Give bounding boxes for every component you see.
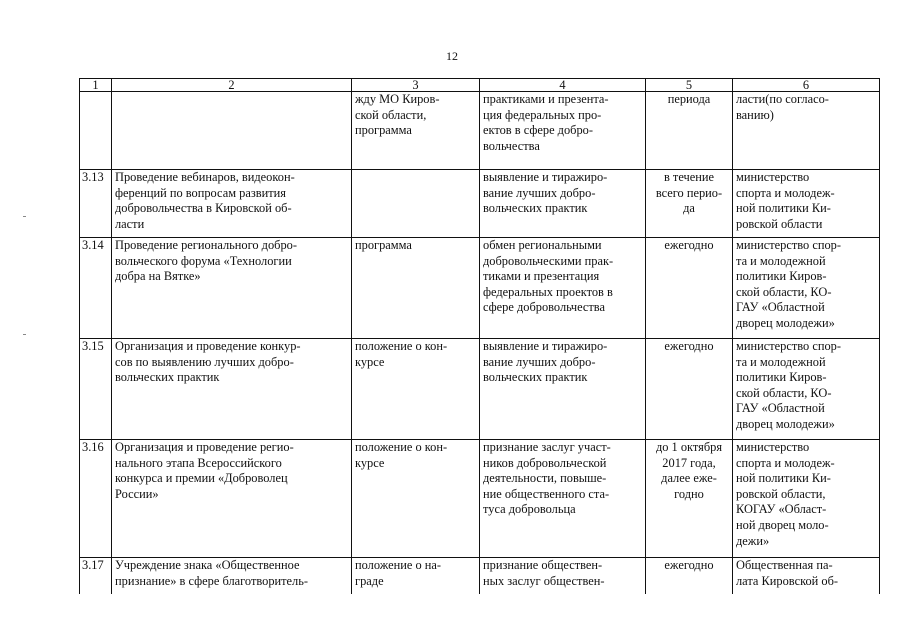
column-header: 1 [80, 79, 112, 92]
page-number: 12 [446, 49, 458, 63]
scan-mark [23, 334, 26, 335]
column-header: 6 [733, 79, 880, 92]
responsible-cell: министерство спор- та и молодежной политики Киров- ской области, КО- ГАУ «Областной дворец молодежи» [733, 238, 880, 339]
event-cell: Организация и проведение регио- нального этапа Всероссийского конкурса и премии «Доброволец России» [112, 440, 352, 558]
result-cell: выявление и тиражиро- вание лучших добро- вольческих практик [480, 170, 646, 238]
responsible-cell: ласти(по согласо- ванию) [733, 92, 880, 170]
result-cell: практиками и презента- ция федеральных про- ектов в сфере добро- вольчества [480, 92, 646, 170]
scan-mark [23, 216, 26, 217]
period-cell: ежегодно [646, 238, 733, 339]
responsible-cell: министерство спорта и молодеж- ной политики Ки- ровской области [733, 170, 880, 238]
table-row [80, 238, 880, 339]
result-cell: обмен региональными добровольческими прак- тиками и презентация федеральных проектов в сфере добровольчества [480, 238, 646, 339]
row-number-cell: 3.15 [80, 339, 112, 440]
event-cell [112, 92, 352, 170]
table-row [80, 440, 880, 558]
period-cell: в течение всего перио- да [646, 170, 733, 238]
plan-table [79, 78, 880, 594]
row-number-cell: 3.16 [80, 440, 112, 558]
event-cell: Организация и проведение конкур- сов по выявлению лучших добро- вольческих практик [112, 339, 352, 440]
row-number-cell [80, 92, 112, 170]
table-row [80, 558, 880, 594]
responsible-cell: министерство спорта и молодеж- ной политики Ки- ровской области, КОГАУ «Област- ной дворец моло- дежи» [733, 440, 880, 558]
document-cell: жду МО Киров- ской области, программа [352, 92, 480, 170]
document-cell: программа [352, 238, 480, 339]
result-cell: выявление и тиражиро- вание лучших добро- вольческих практик [480, 339, 646, 440]
period-cell: периода [646, 92, 733, 170]
table-row [80, 92, 880, 170]
column-header: 3 [352, 79, 480, 92]
result-cell: признание обществен- ных заслуг обществен- [480, 558, 646, 594]
event-cell: Учреждение знака «Общественное признание» в сфере благотворитель- [112, 558, 352, 594]
column-header: 2 [112, 79, 352, 92]
table-header-row [80, 79, 880, 92]
event-cell: Проведение регионального добро- вольческого форума «Технологии добра на Вятке» [112, 238, 352, 339]
table-row [80, 170, 880, 238]
document-cell [352, 170, 480, 238]
period-cell: до 1 октября 2017 года, далее еже- годно [646, 440, 733, 558]
document-cell: положение о кон- курсе [352, 339, 480, 440]
document-cell: положение о кон- курсе [352, 440, 480, 558]
period-cell: ежегодно [646, 558, 733, 594]
column-header: 4 [480, 79, 646, 92]
document-cell: положение о на- граде [352, 558, 480, 594]
responsible-cell: министерство спор- та и молодежной политики Киров- ской области, КО- ГАУ «Областной дворец молодежи» [733, 339, 880, 440]
event-cell: Проведение вебинаров, видеокон- ференций по вопросам развития добровольчества в Кировской об- ласти [112, 170, 352, 238]
responsible-cell: Общественная па- лата Кировской об- [733, 558, 880, 594]
table-row [80, 339, 880, 440]
column-header: 5 [646, 79, 733, 92]
row-number-cell: 3.13 [80, 170, 112, 238]
period-cell: ежегодно [646, 339, 733, 440]
row-number-cell: 3.14 [80, 238, 112, 339]
row-number-cell: 3.17 [80, 558, 112, 594]
result-cell: признание заслуг участ- ников добровольческой деятельности, повыше- ние общественного ста- туса добровольца [480, 440, 646, 558]
